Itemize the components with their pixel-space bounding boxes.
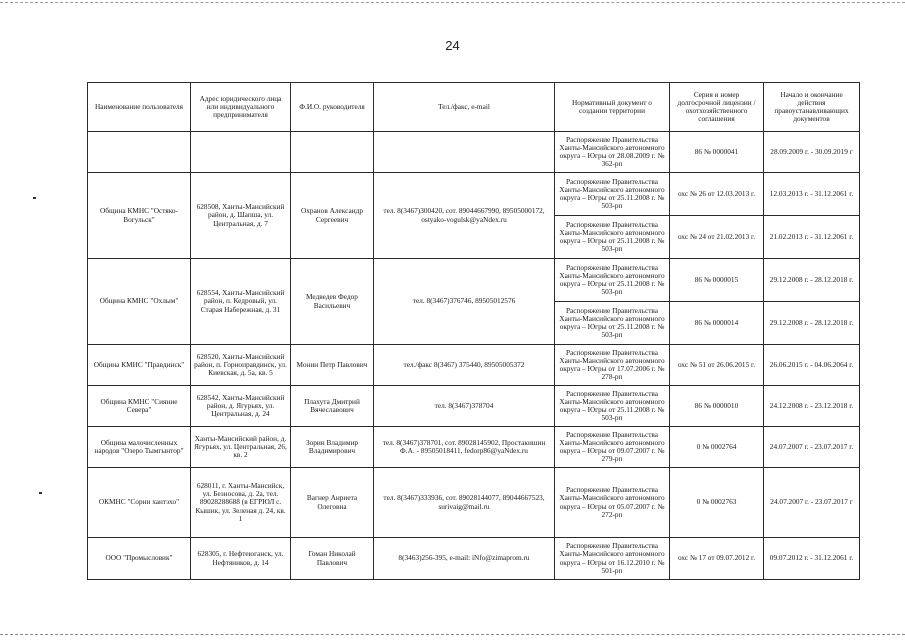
header-license: Серия и номер долгосрочной лицензии /охотхозяйственного соглашения [670,83,764,132]
cell-head: Гоман Николай Павлович [291,538,374,580]
cell-normative: Распоряжение Правительства Ханты-Мансийского автономного округа – Югры от 17.07.2006 г. № 278-рп [555,345,670,386]
cell-license: охс № 17 от 09.07.2012 г. [670,538,764,580]
cell-head [291,132,374,173]
header-head: Ф.И.О. руководителя [291,83,374,132]
header-normative: Нормативный документ о создании территории [555,83,670,132]
table-row [88,259,860,302]
cell-contacts: тел. 8(3467)376746, 89505012576 [374,259,555,345]
cell-license: 0 № 0002764 [670,427,764,468]
cell-period: 24.07.2007 г. - 23.07.2017 г. [764,427,860,468]
cell-contacts: тел./факс 8(3467) 375440, 89505005372 [374,345,555,386]
cell-head: Медведев Федор Васильевич [291,259,374,345]
cell-license: 86 № 0000041 [670,132,764,173]
cell-address: Ханты-Мансийский район, д. Ягурьях, ул. Центральная, 26, кв. 2 [191,427,291,468]
cell-normative: Распоряжение Правительства Ханты-Мансийского автономного округа – Югры от 25.11.2008 г. № 503-рп [555,386,670,427]
registry-table [87,82,860,580]
cell-normative: Распоряжение Правительства Ханты-Мансийского автономного округа – Югры от 25.11.2008 г. № 503-рп [555,302,670,345]
table-row [88,468,860,538]
cell-contacts: тел. 8(3467)333936, сот. 89028144077, 89044667523, surivaig@mail.ru [374,468,555,538]
cell-license: 86 № 0000014 [670,302,764,345]
cell-address: 628011, г. Ханты-Мансийск, ул. Безносова, д. 2а, тел. 89028288688 (в ЕГРЮЛ с. Кышик, ул. Зеленая д. 24, кв. 1 [191,468,291,538]
table-header-row [88,83,860,132]
cell-normative: Распоряжение Правительства Ханты-Мансийского автономного округа – Югры от 28.08.2009 г. № 362-рп [555,132,670,173]
cell-license: охс № 26 от 12.03.2013 г. [670,173,764,216]
cell-normative: Распоряжение Правительства Ханты-Мансийского автономного округа – Югры от 25.11.2008 г. № 503-рп [555,259,670,302]
cell-user: Община КМНС "Сияние Севера" [88,386,191,427]
cell-period: 21.02.2013 г. - 31.12.2061 г. [764,216,860,259]
cell-address: 628554, Ханты-Мансийский район, п. Кедровый, ул. Старая Набережная, д. 31 [191,259,291,345]
cell-user: Община КМНС "Охлым" [88,259,191,345]
margin-mark [33,197,36,199]
page-number: 24 [445,38,460,53]
cell-head: Зорин Владимир Владимирович [291,427,374,468]
header-user: Наименование пользователя [88,83,191,132]
cell-period: 24.07.2007 г. - 23.07.2017 г [764,468,860,538]
header-address: Адрес юридического лица или индивидуального предпринимателя [191,83,291,132]
cell-period: 29.12.2008 г. - 28.12.2018 г. [764,302,860,345]
cell-period: 09.07.2012 г. - 31.12.2061 г. [764,538,860,580]
scan-edge-bottom [0,634,905,635]
scan-edge-top [0,2,905,3]
cell-contacts: тел. 8(3467)300420, сот. 89044667990, 89505000172, ostyako-vogulsk@yaNdex.ru [374,173,555,259]
table-row [88,386,860,427]
cell-period: 24.12.2008 г. - 23.12.2018 г. [764,386,860,427]
cell-contacts: тел. 8(3467)378704 [374,386,555,427]
cell-user: ОКМНС "Сорни хантэхо" [88,468,191,538]
cell-address: 628305, г. Нефтеюганск, ул. Нефтяников, д. 14 [191,538,291,580]
cell-contacts [374,132,555,173]
cell-address: 628542, Ханты-Мансийский район, д. Ягурьях, ул. Центральная, д. 24 [191,386,291,427]
cell-license: 86 № 0000015 [670,259,764,302]
cell-user: Община КМНС "Правдинск" [88,345,191,386]
cell-license: охс № 24 от 21.02.2013 г. [670,216,764,259]
cell-head: Плахута Дмитрий Вячеславович [291,386,374,427]
cell-user: ООО "Промысловик" [88,538,191,580]
cell-address [191,132,291,173]
cell-normative: Распоряжение Правительства Ханты-Мансийского автономного округа – Югры от 09.07.2007 г. № 279-рп [555,427,670,468]
table-row [88,345,860,386]
cell-user: Община КМНС "Остяко-Вогульск" [88,173,191,259]
cell-period: 28.09.2009 г. - 30.09.2019 г [764,132,860,173]
cell-normative: Распоряжение Правительства Ханты-Мансийского автономного округа – Югры от 25.11.2008 г. № 503-рп [555,216,670,259]
cell-normative: Распоряжение Правительства Ханты-Мансийского автономного округа – Югры от 25.11.2008 г. № 503-рп [555,173,670,216]
cell-head: Монин Петр Павлович [291,345,374,386]
cell-head: Вагнер Анриета Олеговна [291,468,374,538]
table-row [88,173,860,216]
table-row [88,132,860,173]
table-row [88,427,860,468]
cell-license: 0 № 0002763 [670,468,764,538]
cell-address: 628508, Ханты-Мансийский район, д. Шапша, ул. Центральная, д. 7 [191,173,291,259]
cell-license: охс № 51 от 26.06.2015 г. [670,345,764,386]
cell-user: Община малочисленных народов "Озеро Тымгынтор" [88,427,191,468]
header-period: Начало и окончание действия правоустанавливающих документов [764,83,860,132]
cell-head: Охранов Александр Сергеевич [291,173,374,259]
cell-license: 86 № 0000010 [670,386,764,427]
cell-normative: Распоряжение Правительства Ханты-Мансийского автономного округа – Югры от 16.12.2010 г. № 501-рп [555,538,670,580]
cell-normative: Распоряжение Правительства Ханты-Мансийского автономного округа – Югры от 05.07.2007 г. № 272-рп [555,468,670,538]
cell-period: 12.03.2013 г. - 31.12.2061 г. [764,173,860,216]
margin-mark [39,492,42,494]
table-row [88,538,860,580]
cell-contacts: тел. 8(3467)378701, сот. 89028145902, Простакишин Ф.А. - 89505018411, fedorp86@yaNdex.ru [374,427,555,468]
cell-user [88,132,191,173]
cell-period: 26.06.2015 г. - 04.06.2064 г. [764,345,860,386]
cell-address: 628520, Ханты-Мансийский район, п. Горноправдинск, ул. Киевская, д. 5а, кв. 5 [191,345,291,386]
cell-contacts: 8(3463)256-395, e-mail: iNfo@zimaprom.ru [374,538,555,580]
cell-period: 29.12.2008 г. - 28.12.2018 г. [764,259,860,302]
header-contacts: Тел./факс, e-mail [374,83,555,132]
